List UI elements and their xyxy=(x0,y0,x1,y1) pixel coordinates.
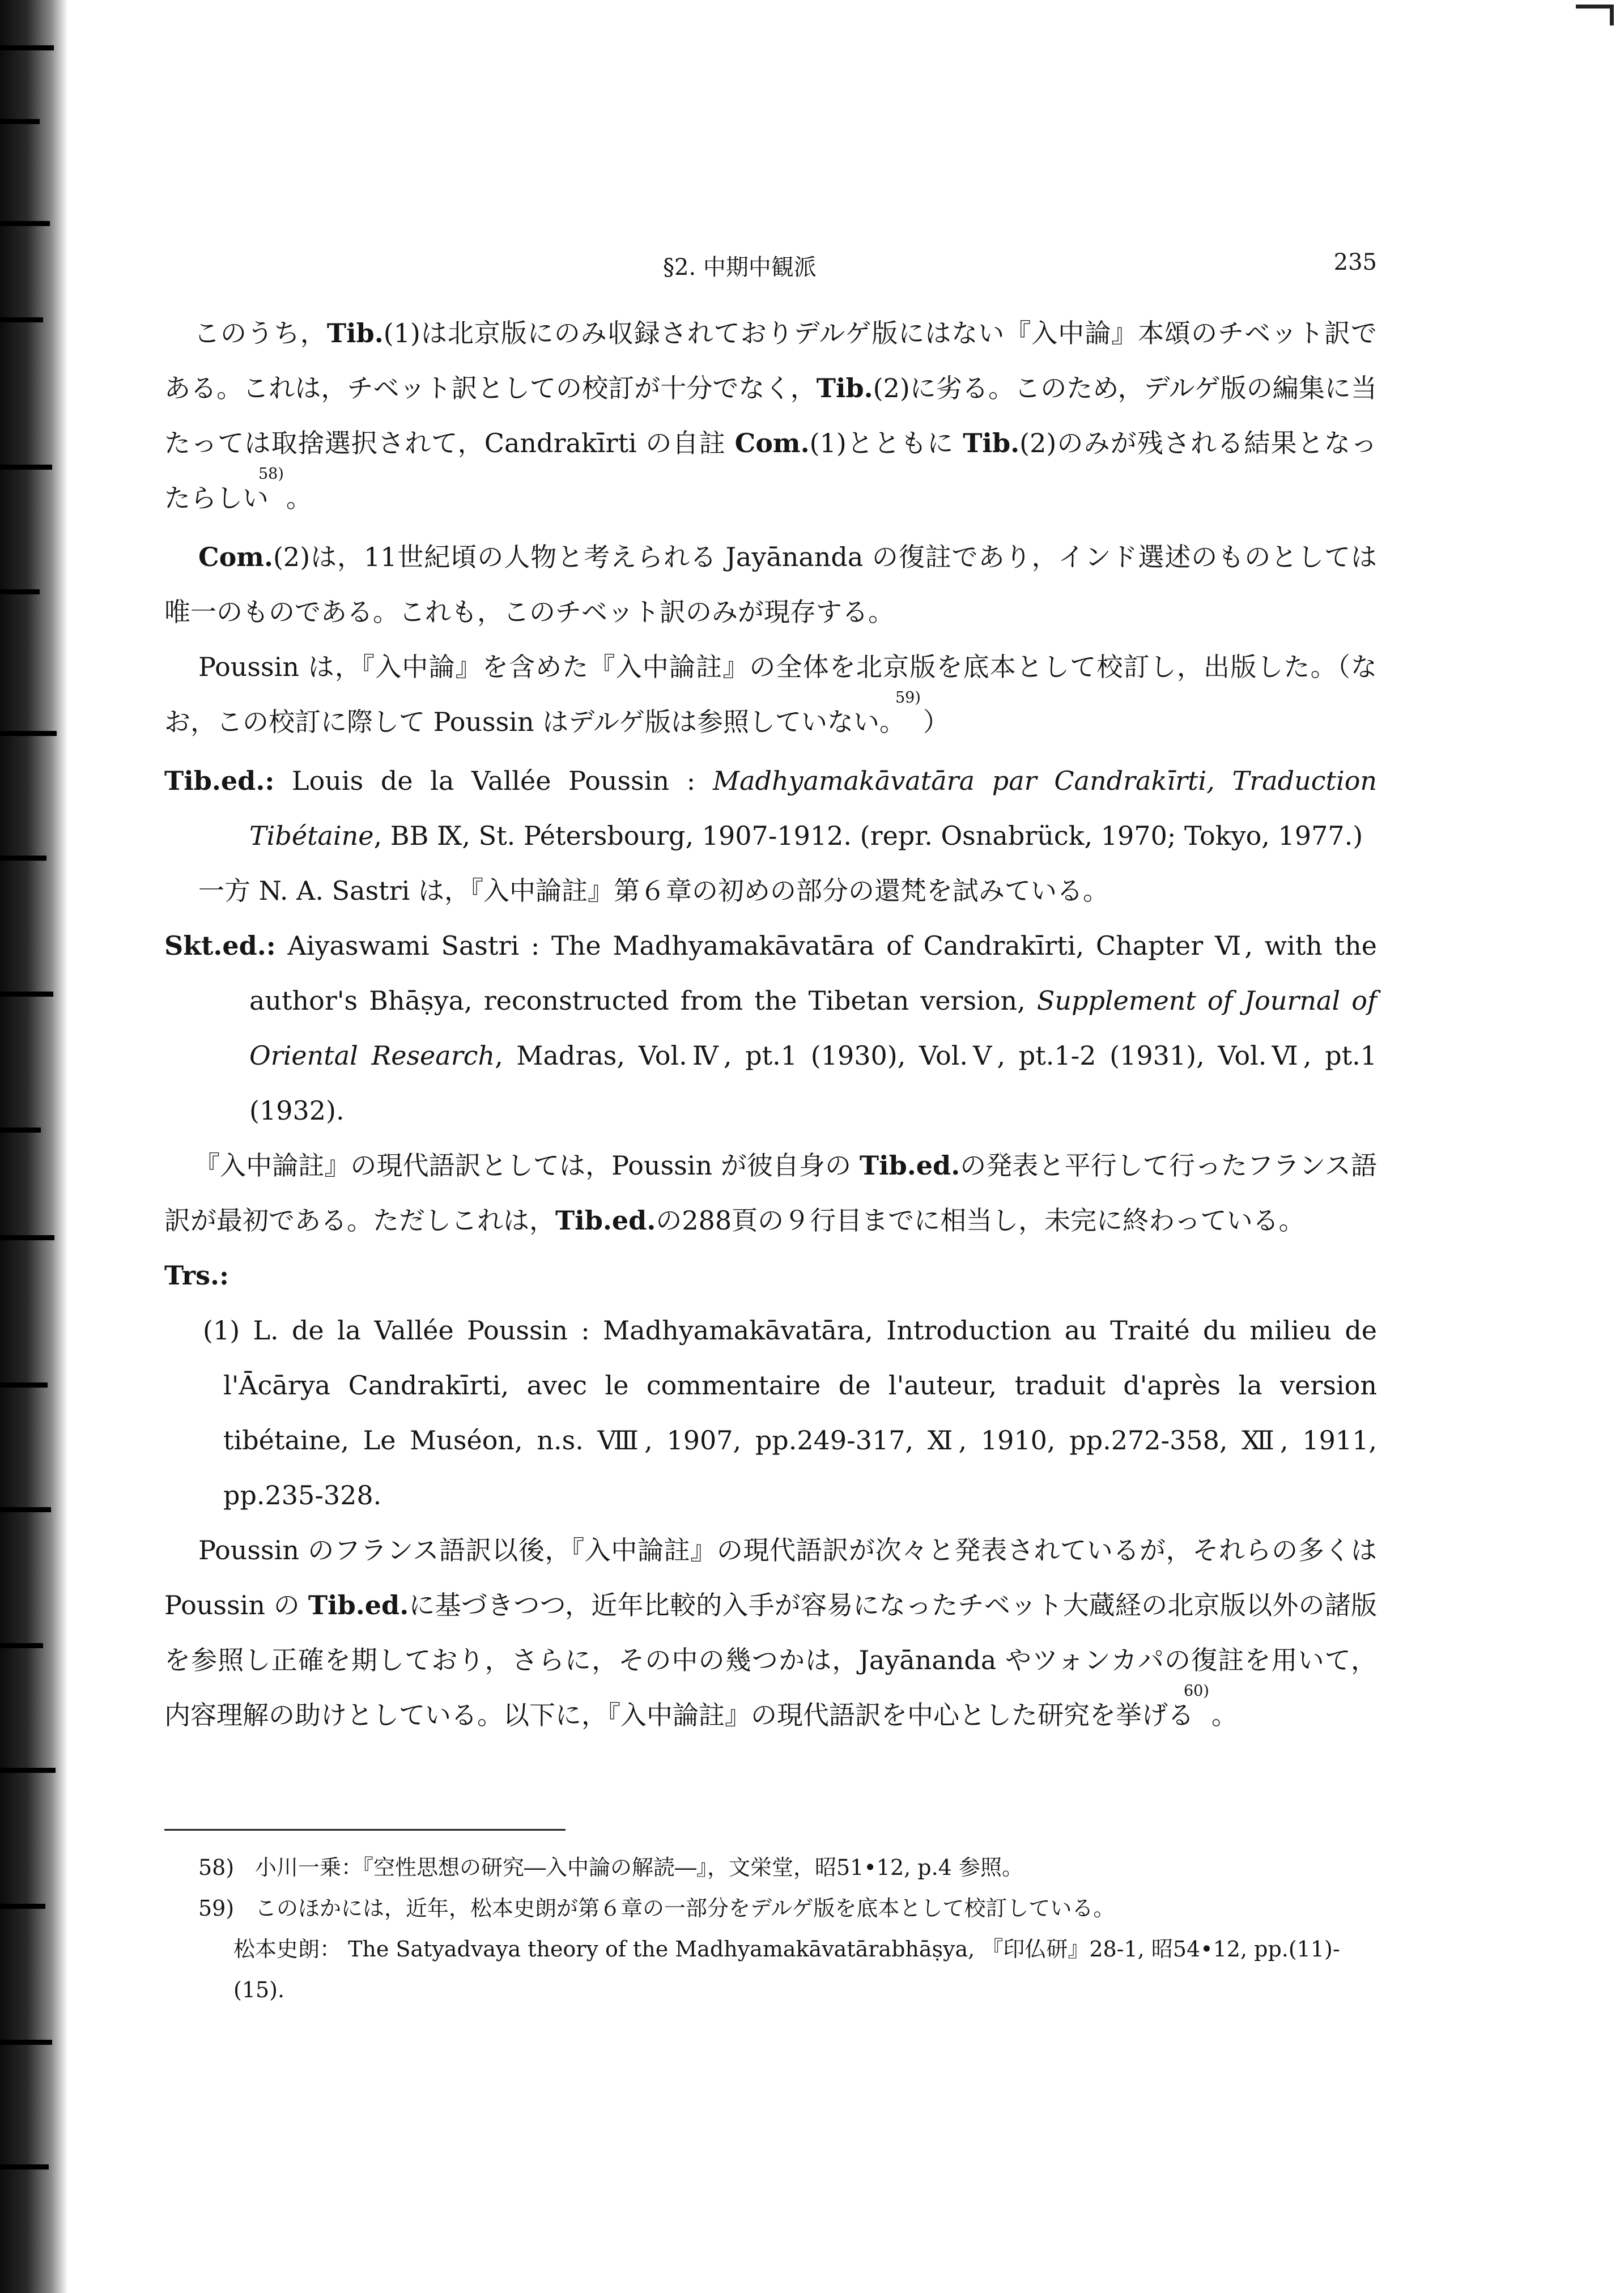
translation-item-1: (1) L. de la Vallée Poussin : Madhyamakāvatāra, Introduction au Traité du milieu de l'Ācārya Candrakīrti, avec le commentaire de l'auteur, traduit d'après la version tibétaine, Le Muséon, n.s. Ⅷ, 1907, pp.249-317, Ⅺ, 1910, pp.272-358, Ⅻ, 1911, pp.235-328. xyxy=(203,1315,1377,1511)
reference-label: Tib.ed.: xyxy=(164,765,275,796)
page-corner-mark xyxy=(1576,5,1614,25)
footnote-ref-59: 59) xyxy=(895,689,921,707)
paragraph-2: Com.(2)は，11世紀頃の人物と考えられる Jayānanda の復註であり，インド選述のものとしては唯一のものである。これも，このチベット訳のみが現存する。 xyxy=(164,542,1377,627)
header-title: §2. 中期中観派 xyxy=(663,254,817,280)
translations-label: Trs.: xyxy=(164,1260,229,1291)
footnote-59-continued: 松本史朗： The Satyadvaya theory of the Madhyamakāvatārabhāṣya, 『印仏研』28-1, 昭54•12, pp.(11)-(15). xyxy=(233,1937,1340,2002)
footnote-59: 59) このほかには，近年，松本史朗が第６章の一部分をデルゲ版を底本として校訂している。 xyxy=(198,1896,1115,1921)
running-header xyxy=(164,249,1377,283)
footnote-58: 58) 小川一乗：『空性思想の研究―入中論の解読―』，文栄堂，昭51•12, p.4 参照。 xyxy=(198,1855,1023,1880)
body-text xyxy=(164,306,1377,1747)
paragraph-3: Poussin は，『入中論』を含めた『入中論註』の全体を北京版を底本として校訂し，出版した。（なお，この校訂に際して Poussin はデルゲ版は参照していない。$^{59)}$） xyxy=(164,652,1377,737)
footnotes xyxy=(198,1847,1377,2010)
footnote-ref-58: 58) xyxy=(258,465,284,483)
reference-skt-ed: Skt.ed.: Aiyaswami Sastri : The Madhyamakāvatāra of Candrakīrti, Chapter Ⅵ, with the author's Bhāṣya, reconstructed from the Tibetan version, Supplement of Journal of Oriental Research, Madras, Vol.Ⅳ, pt.1 (1930), Vol.Ⅴ, pt.1-2 (1931), Vol.Ⅵ, pt.1 (1932). xyxy=(164,930,1378,1126)
paragraph-4: 一方 N. A. Sastri は，『入中論註』第６章の初めの部分の還梵を試みている。 xyxy=(198,875,1109,906)
paragraph-1: このうち，Tib.(1)は北京版にのみ収録されておりデルゲ版にはない『入中論』本頌のチベット訳である。これは，チベット訳としての校訂が十分でなく，Tib.(2)に劣る。このため，デルゲ版の編集に当たっては取捨選択されて，Candrakīrti の自註 Com.(1)とともに Tib.(2)のみが残される結果となったらしい$^{58)}$。 xyxy=(164,318,1377,513)
reference-label: Skt.ed.: xyxy=(164,930,276,961)
reference-tib-ed: Tib.ed.: Louis de la Vallée Poussin : Madhyamakāvatāra par Candrakīrti, Traduction Tibétaine, BB Ⅸ, St. Pétersbourg, 1907-1912. (repr. Osnabrück, 1970; Tokyo, 1977.) xyxy=(164,765,1378,851)
book-binding-shadow xyxy=(0,0,68,2293)
footnote-rule xyxy=(164,1829,566,1831)
page-number: 235 xyxy=(1333,249,1377,275)
paragraph-6: Poussin のフランス語訳以後，『入中論註』の現代語訳が次々と発表されているが，それらの多くは Poussin の Tib.ed.に基づきつつ，近年比較的入手が容易になったチベット大蔵経の北京版以外の諸版を参照し正確を期しており，さらに，その中の幾つかは，Jayānanda やツォンカパの復註を用いて，内容理解の助けとしている。以下に，『入中論註』の現代語訳を中心とした研究を挙げる$^{60)}$。 xyxy=(164,1535,1377,1730)
footnote-ref-60: 60) xyxy=(1184,1682,1209,1700)
paragraph-5: 『入中論註』の現代語訳としては，Poussin が彼自身の Tib.ed.の発表と平行して行ったフランス語訳が最初である。ただしこれは，Tib.ed.の288頁の９行目までに相当し，未完に終わっている。 xyxy=(164,1150,1377,1236)
